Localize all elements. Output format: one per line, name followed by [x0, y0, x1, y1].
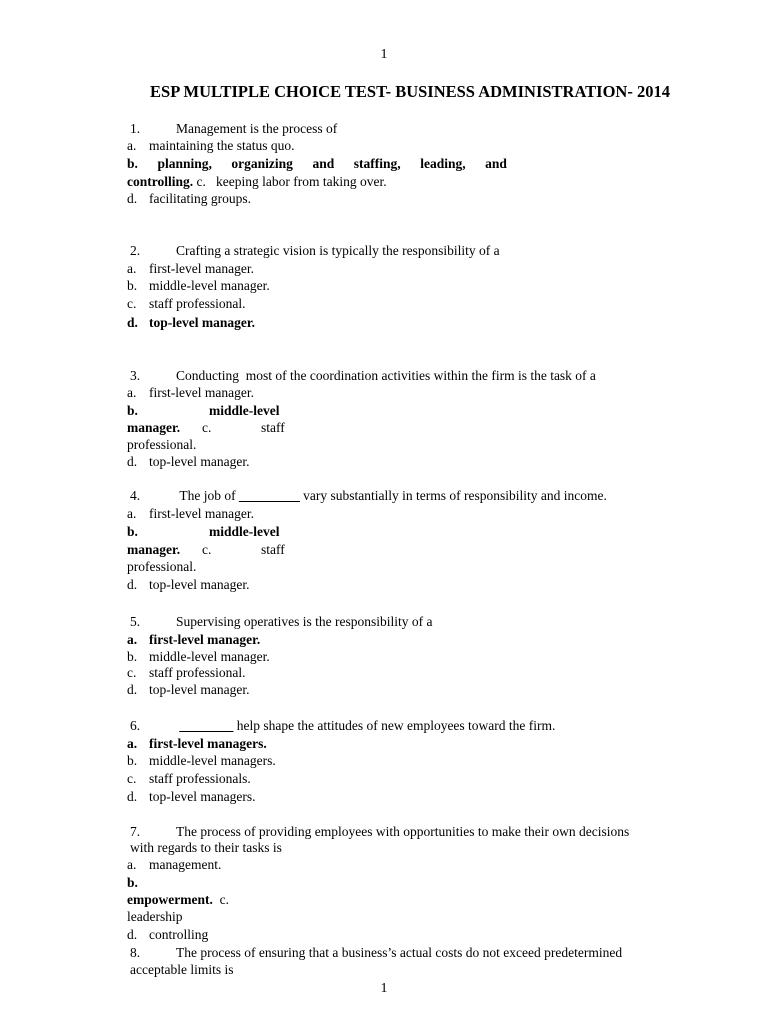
option-letter: a. — [127, 632, 138, 647]
q2-option-b — [127, 277, 270, 294]
option-word: planning, — [157, 156, 212, 171]
question-text: The process of ensuring that a business’s actual costs do not exceed predetermined — [176, 945, 623, 960]
option-text: middle-level managers. — [149, 753, 276, 768]
option-text: staff professional. — [149, 665, 246, 680]
option-letter: d. — [127, 315, 138, 330]
question-number: 1. — [130, 121, 141, 136]
question-text: help shape the attitudes of new employees toward the firm. — [236, 718, 556, 733]
q4-option-d — [127, 576, 249, 593]
option-letter: a. — [127, 261, 137, 276]
question-text: The job of — [179, 488, 236, 503]
question-1-stem — [130, 120, 337, 137]
question-number: 3. — [130, 368, 141, 383]
option-text: manager. — [127, 420, 181, 435]
q2-option-c — [127, 295, 245, 312]
q3-option-c-cont: professional. — [127, 437, 197, 452]
question-text: Management is the process of — [176, 121, 338, 136]
question-text: Supervising operatives is the responsibility of a — [176, 614, 433, 629]
option-letter: b. — [127, 524, 138, 539]
option-word: and — [312, 156, 335, 171]
document-title: ESP MULTIPLE CHOICE TEST- BUSINESS ADMINISTRATION- 2014 — [150, 82, 670, 101]
question-6-stem — [130, 717, 555, 734]
option-word: organizing — [231, 156, 293, 171]
q4-option-b — [127, 523, 280, 540]
option-letter: c. — [196, 174, 206, 189]
q6-option-c — [127, 770, 251, 787]
question-number: 7. — [130, 824, 141, 839]
option-text: first-level manager. — [149, 506, 254, 521]
option-text: controlling — [149, 927, 209, 942]
option-text: middle-level manager. — [149, 278, 270, 293]
question-3-stem — [130, 367, 596, 384]
option-letter: a. — [127, 385, 137, 400]
option-text: manager. — [127, 542, 181, 557]
q3-option-a — [127, 384, 254, 401]
option-letter: b. — [127, 278, 138, 293]
option-text: first-level manager. — [149, 632, 261, 647]
option-text: staff — [261, 542, 285, 557]
option-text: middle-level — [209, 524, 280, 539]
option-letter: c. — [127, 296, 137, 311]
question-number: 8. — [130, 945, 141, 960]
option-letter: a. — [127, 857, 137, 872]
q5-option-b — [127, 648, 270, 665]
option-text: staff — [261, 420, 285, 435]
question-8-stem — [130, 944, 622, 961]
q7-option-b-letter — [127, 874, 138, 891]
option-word: and — [485, 156, 507, 171]
q6-option-d — [127, 788, 255, 805]
q5-option-c — [127, 664, 245, 681]
option-letter: b. — [127, 156, 138, 171]
q3-option-d — [127, 453, 249, 470]
q7-option-a — [127, 856, 221, 873]
option-letter: b. — [127, 403, 138, 418]
option-letter: c. — [202, 542, 212, 557]
q6-option-a — [127, 735, 267, 752]
option-letter: c. — [127, 771, 137, 786]
q2-option-a — [127, 260, 254, 277]
option-word: leading, — [420, 156, 466, 171]
q6-option-b — [127, 752, 276, 769]
page-number-bottom: 1 — [380, 981, 388, 996]
option-text: top-level manager. — [149, 315, 255, 330]
option-letter: b. — [127, 753, 138, 768]
question-5-stem — [130, 613, 432, 630]
page-number-top: 1 — [380, 47, 388, 62]
option-letter: a. — [127, 138, 137, 153]
option-text: keeping labor from taking over. — [216, 174, 387, 189]
q3-option-b — [127, 402, 280, 419]
option-text: staff professionals. — [149, 771, 251, 786]
option-letter: d. — [127, 577, 138, 592]
option-text: maintaining the status quo. — [149, 138, 295, 153]
option-letter: b. — [127, 649, 138, 664]
option-letter: d. — [127, 927, 138, 942]
question-text: Conducting most of the coordination activities within the firm is the task of a — [176, 368, 596, 383]
option-text: middle-level manager. — [149, 649, 270, 664]
answer-blank: _________ — [239, 488, 300, 503]
question-7-stem — [130, 823, 629, 840]
question-8-stem-cont: acceptable limits is — [130, 962, 234, 977]
q7-option-d — [127, 926, 208, 943]
question-text: The process of providing employees with opportunities to make their own decisions — [176, 824, 630, 839]
answer-blank: ________ — [179, 718, 234, 733]
q4-option-a — [127, 505, 254, 522]
q1-option-d — [127, 190, 251, 207]
option-text: first-level manager. — [149, 261, 254, 276]
option-text: middle-level — [209, 403, 280, 418]
question-2-stem — [130, 242, 500, 259]
question-number: 4. — [130, 488, 141, 503]
option-text: top-level managers. — [149, 789, 256, 804]
option-letter: a. — [127, 736, 138, 751]
question-text: vary substantially in terms of responsibility and income. — [303, 488, 607, 503]
q3-option-b-cont — [127, 419, 285, 436]
option-letter: d. — [127, 454, 138, 469]
q1-option-b-cont — [127, 173, 387, 190]
q7-option-c: leadership — [127, 909, 183, 924]
option-text: management. — [149, 857, 222, 872]
option-letter: d. — [127, 191, 138, 206]
option-letter: b. — [127, 875, 138, 890]
option-text: empowerment. — [127, 892, 213, 907]
option-letter: c. — [202, 420, 212, 435]
q5-option-a — [127, 631, 260, 648]
option-text: top-level manager. — [149, 454, 250, 469]
option-letter: d. — [127, 789, 138, 804]
question-number: 6. — [130, 718, 141, 733]
option-letter: c. — [219, 892, 229, 907]
question-7-stem-cont: with regards to their tasks is — [130, 840, 282, 855]
q7-option-b — [127, 891, 229, 908]
option-text: facilitating groups. — [149, 191, 251, 206]
option-letter: d. — [127, 682, 138, 697]
question-number: 2. — [130, 243, 141, 258]
q5-option-d — [127, 681, 249, 698]
question-number: 5. — [130, 614, 141, 629]
option-letter: c. — [127, 665, 137, 680]
option-text: top-level manager. — [149, 682, 250, 697]
q4-option-b-cont — [127, 541, 285, 558]
q2-option-d — [127, 314, 255, 331]
question-4-stem — [130, 487, 607, 504]
option-text: staff professional. — [149, 296, 246, 311]
option-letter: a. — [127, 506, 137, 521]
q1-option-a — [127, 137, 294, 154]
option-text: top-level manager. — [149, 577, 250, 592]
question-text: Crafting a strategic vision is typically the responsibility of a — [176, 243, 500, 258]
option-text: first-level managers. — [149, 736, 267, 751]
option-text: first-level manager. — [149, 385, 254, 400]
option-word: staffing, — [353, 156, 401, 171]
q1-option-b — [127, 155, 507, 172]
q4-option-c-cont: professional. — [127, 559, 197, 574]
option-text: controlling. — [127, 174, 194, 189]
